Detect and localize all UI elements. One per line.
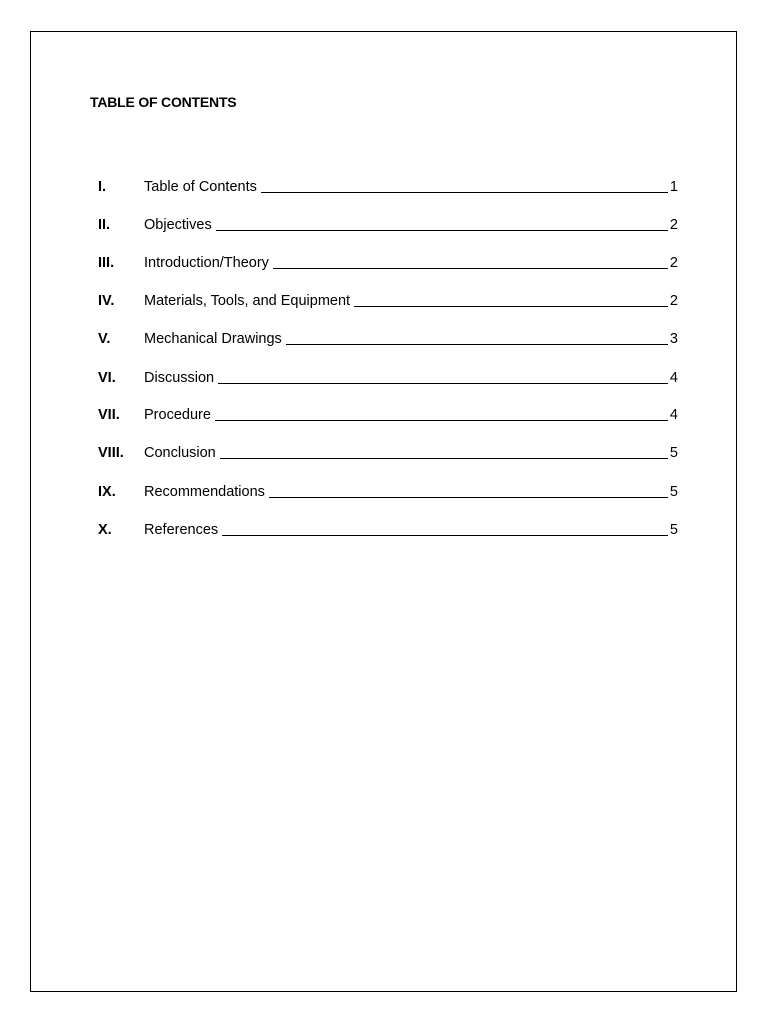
toc-entry-materials-tools-equipment[interactable] [98, 288, 678, 310]
toc-numeral: III. [98, 255, 115, 271]
toc-leader-line [215, 420, 668, 421]
toc-page-number: 4 [669, 370, 678, 386]
toc-label: Recommendations [144, 484, 265, 500]
toc-entry-mechanical-drawings[interactable] [98, 326, 678, 348]
toc-label: Discussion [144, 370, 215, 386]
page-title: TABLE OF CONTENTS [90, 94, 237, 110]
toc-label: Introduction/Theory [144, 255, 269, 271]
toc-label: Materials, Tools, and Equipment [144, 293, 351, 309]
toc-numeral: II. [98, 217, 111, 233]
toc-page-number: 4 [669, 407, 678, 423]
toc-numeral: VII. [98, 407, 120, 423]
toc-numeral: IX. [98, 484, 116, 500]
toc-entry-objectives[interactable] [98, 212, 678, 234]
toc-entry-discussion[interactable] [98, 365, 678, 387]
toc-page-number: 3 [669, 331, 678, 347]
toc-leader-line [261, 192, 668, 193]
toc-label: References [144, 522, 219, 538]
toc-numeral: X. [98, 522, 112, 538]
toc-page-number: 5 [669, 484, 678, 500]
toc-leader-line [216, 230, 668, 231]
toc-numeral: IV. [98, 293, 115, 309]
toc-page-number: 5 [669, 445, 678, 461]
toc-entry-procedure[interactable] [98, 402, 678, 424]
toc-page-number: 1 [669, 179, 678, 195]
toc-leader-line [273, 268, 668, 269]
toc-numeral: V. [98, 331, 111, 347]
toc-label: Objectives [144, 217, 212, 233]
toc-entry-table-of-contents[interactable] [98, 174, 678, 196]
toc-page-number: 2 [669, 255, 678, 271]
toc-leader-line [222, 535, 668, 536]
toc-entry-recommendations[interactable] [98, 479, 678, 501]
toc-entry-conclusion[interactable] [98, 440, 678, 462]
toc-leader-line [218, 383, 668, 384]
toc-label: Table of Contents [144, 179, 257, 195]
toc-page-number: 5 [669, 522, 678, 538]
toc-label: Mechanical Drawings [144, 331, 282, 347]
toc-entry-references[interactable] [98, 517, 678, 539]
toc-leader-line [269, 497, 668, 498]
toc-numeral: VI. [98, 370, 116, 386]
toc-label: Procedure [144, 407, 211, 423]
toc-page-number: 2 [669, 217, 678, 233]
toc-leader-line [286, 344, 668, 345]
toc-leader-line [220, 458, 668, 459]
toc-page-number: 2 [669, 293, 678, 309]
toc-label: Conclusion [144, 445, 216, 461]
toc-leader-line [354, 306, 668, 307]
toc-entry-introduction-theory[interactable] [98, 250, 678, 272]
toc-numeral: VIII. [98, 445, 124, 461]
toc-numeral: I. [98, 179, 107, 195]
